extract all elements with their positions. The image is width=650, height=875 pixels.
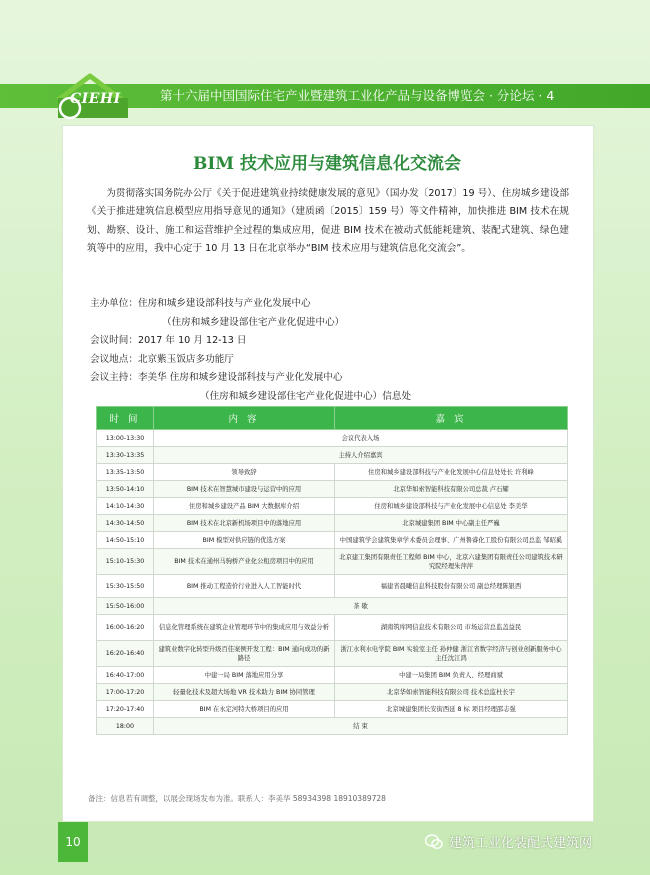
row-guest: 浙江水利水电学院 BIM 实验室主任 孙仲健 浙江省数字经济与创业创新服务中心 主任沈江鸿 [335, 641, 568, 667]
row-time: 14:50-15:10 [97, 532, 154, 549]
row-content: 中建一局 BIM 落地应用分享 [154, 667, 335, 684]
table-row [97, 641, 568, 667]
host-value: 住房和城乡建设部科技与产业化发展中心 [137, 298, 311, 309]
row-time: 16:20-16:40 [97, 641, 154, 667]
row-time: 15:10-15:30 [97, 549, 154, 575]
watermark-text: 建筑工业化装配式建筑网 [449, 836, 593, 851]
table-row [97, 575, 568, 598]
table-row [97, 667, 568, 684]
row-time: 17:20-17:40 [97, 701, 154, 718]
contact-row [90, 369, 570, 388]
host-row [90, 295, 570, 314]
place-label: 会议地点： [90, 353, 138, 365]
table-row [97, 447, 568, 464]
row-time: 14:10-14:30 [97, 498, 154, 515]
row-content: BIM 技术在智慧城市建设与运营中的应用 [154, 481, 335, 498]
row-time: 15:50-16:00 [97, 598, 154, 615]
table-row [97, 532, 568, 549]
host-value-2: （住房和城乡建设部住宅产业化促进中心） [162, 316, 345, 328]
row-time: 14:30-14:50 [97, 515, 154, 532]
row-content: 信息化管理系统在建筑企业管理环节中的集成应用与效益分析 [154, 615, 335, 641]
row-content: 领导致辞 [154, 464, 335, 481]
row-time: 13:50-14:10 [97, 481, 154, 498]
contact-label: 会议主持： [90, 372, 138, 383]
intro-paragraph: 为贯彻落实国务院办公厅《关于促进建筑业持续健康发展的意见》（国办发〔2017〕19 号）、住房城乡建设部《关于推进建筑信息模型应用指导意见的通知》（建质函〔2015〕159 号）等文件精神，加快推进 BIM 技术在规划、勘察、设计、施工和运营维护全过程的集成应用，促进 BIM 技术在被动式低能耗建筑、装配式建筑、绿色建筑等中的应用，我中心定于 10 月 13 日在北京举办“BIM 技术应用与建筑信息化交流会”。 [87, 188, 569, 255]
logo-text: CIEHI [70, 91, 121, 107]
host-label: 主办单位： [90, 298, 138, 309]
row-content: BIM 技术在通州马驹桥产业化公租房项目中的应用 [154, 549, 335, 575]
row-content: BIM 模型对供应链的优选方案 [154, 532, 335, 549]
row-guest: 湖南筑库网信息技术有限公司 市场运营总监盖益民 [335, 615, 568, 641]
row-guest: 住房和城乡建设部科技与产业化发展中心信息处处长 许利峰 [335, 464, 568, 481]
footnote: 备注：信息若有调整，以展会现场发布为准。联系人：李美华 58934398 18910389728 [88, 794, 386, 803]
meeting-info [90, 295, 570, 406]
place-row [90, 351, 570, 370]
row-time: 16:00-16:20 [97, 615, 154, 641]
row-merged: 会议代表入场 [154, 430, 568, 447]
row-time: 16:40-17:00 [97, 667, 154, 684]
row-guest: 北京城建集团长安街西延 8 标 项目经理邵志强 [335, 701, 568, 718]
table-row [97, 430, 568, 447]
row-time: 13:00-13:30 [97, 430, 154, 447]
row-guest: 中建一局集团 BIM 负责人、经理商斌 [335, 667, 568, 684]
table-row [97, 684, 568, 701]
row-time: 18:00 [97, 718, 154, 735]
row-guest: 北京华如索智能科技有限公司总裁 卢石耀 [335, 481, 568, 498]
header-content: 内 容 [154, 407, 335, 430]
contact-value-2: （住房和城乡建设部住宅产业化促进中心）信息处 [200, 390, 412, 402]
table-row [97, 701, 568, 718]
row-guest: 中国建筑学会建筑集章学术委员会理事、广州鲁睿化工股份有限公司总监 邹昭奚 [335, 532, 568, 549]
row-guest: 北京建工集团有限责任工程师 BIM 中心，北京六建集团有限责任公司建筑技术研究院经理朱萍萍 [335, 549, 568, 575]
schedule-header-row [97, 407, 568, 430]
row-guest: 福建省晨曦信息科技股份有限公司 副总经理陈银西 [335, 575, 568, 598]
table-row [97, 549, 568, 575]
table-row [97, 515, 568, 532]
row-content: BIM 推动工程造价行业进入人工智能时代 [154, 575, 335, 598]
wechat-icon [425, 834, 443, 850]
row-guest: 北京城建集团 BIM 中心副主任严巍 [335, 515, 568, 532]
header-guest: 嘉 宾 [335, 407, 568, 430]
place-value: 北京紫玉饭店多功能厅 [137, 353, 234, 365]
row-time: 17:00-17:20 [97, 684, 154, 701]
schedule-table [96, 406, 568, 735]
row-content: 轻量化技术及超大场地 VR 技术助力 BIM 协同管理 [154, 684, 335, 701]
row-merged: 结 束 [154, 718, 568, 735]
time-row [90, 332, 570, 351]
row-content: 建筑业数字化转型升级百佳案例开发工程：BIM 通向成功的新路径 [154, 641, 335, 667]
row-time: 13:35-13:50 [97, 464, 154, 481]
row-guest: 北京华如索智能科技有限公司 技术总监杜长宇 [335, 684, 568, 701]
row-guest: 住房和城乡建设部科技与产业化发展中心信息处 李美华 [335, 498, 568, 515]
table-row [97, 464, 568, 481]
row-content: BIM 技术在北京新机场项目中的落地应用 [154, 515, 335, 532]
table-row [97, 718, 568, 735]
row-time: 15:30-15:50 [97, 575, 154, 598]
contact-value: 李美华 住房和城乡建设部科技与产业化发展中心 [137, 372, 343, 383]
banner-title: 第十六届中国国际住宅产业暨建筑工业化产品与设备博览会 · 分论坛 · 4 [160, 88, 555, 103]
row-time: 13:30-13:35 [97, 447, 154, 464]
table-row [97, 598, 568, 615]
time-label: 会议时间： [90, 335, 138, 346]
page-number: 10 [58, 822, 88, 862]
table-row [97, 498, 568, 515]
time-value: 2017 年 10 月 12-13 日 [137, 335, 247, 346]
row-content: BIM 在永定河特大桥项目的应用 [154, 701, 335, 718]
page-title: BIM 技术应用与建筑信息化交流会 [192, 154, 462, 174]
table-row [97, 615, 568, 641]
watermark [425, 832, 592, 851]
table-row [97, 481, 568, 498]
row-content: 住房和城乡建设产品 BIM 大数据库介绍 [154, 498, 335, 515]
row-merged: 茶 歇 [154, 598, 568, 615]
header-time: 时 间 [97, 407, 154, 430]
row-merged: 主持人介绍嘉宾 [154, 447, 568, 464]
